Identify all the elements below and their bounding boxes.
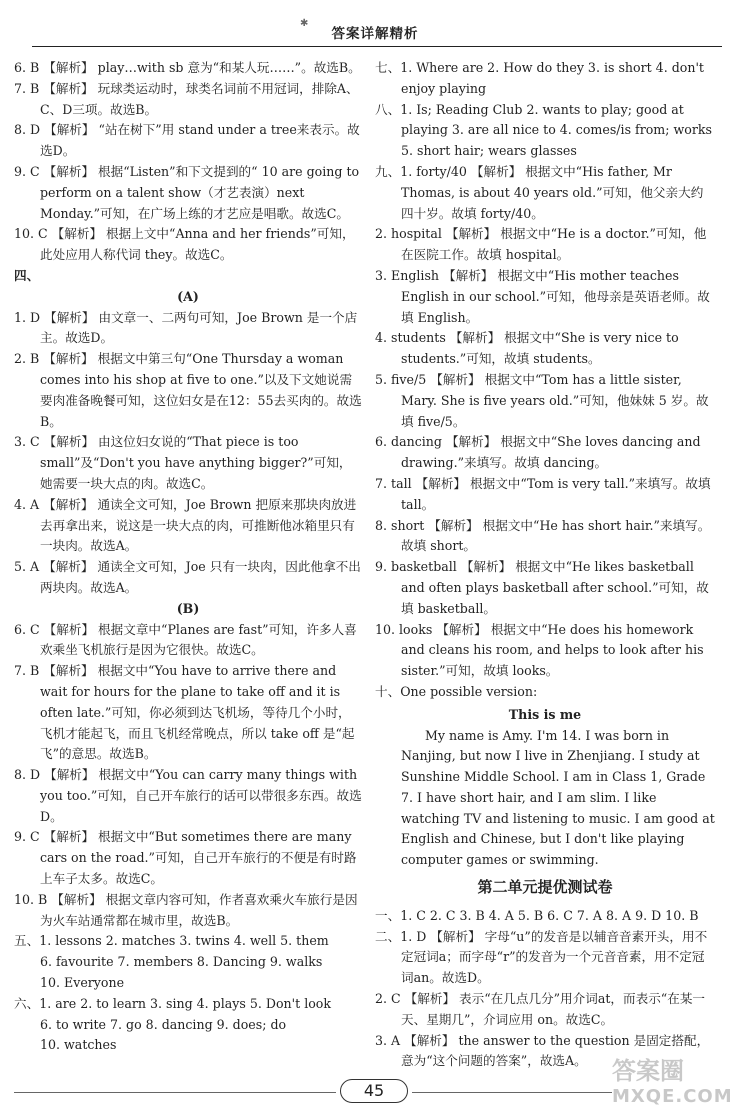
header-rule [32, 46, 722, 47]
answer-row: 6. favourite 7. members 8. Dancing 9. walks [40, 954, 323, 970]
answer-row: 五、1. lessons 2. matches 3. twins 4. well 5. them [14, 933, 329, 949]
footer-rule-left [14, 1092, 336, 1093]
answer-item: 6. dancing 【解析】 根据文中“She loves dancing and drawing.”来填写。故填 dancing。 [375, 434, 701, 471]
section-label: 四、 [14, 267, 40, 283]
answer-item: 9. basketball 【解析】 根据文中“He likes basketball and often plays basketball after school.”可知，故填 basketball。 [375, 559, 709, 616]
answer-item: 7. tall 【解析】 根据文中“Tom is very tall.”来填写。故填 tall。 [375, 475, 711, 512]
answer-item: 3. English 【解析】 根据文中“His mother teaches English in our school.”可知，他母亲是英语老师。故填 English。 [375, 267, 710, 325]
answer-row: 10. watches [40, 1037, 117, 1053]
page-header [0, 0, 750, 46]
answer-item: 5. five/5 【解析】 根据文中“Tom has a little sister, Mary. She is five years old.”可知，他妹妹 5 岁。故填 five/5。 [375, 371, 709, 429]
answer-item: 2. C 【解析】 表示“在几点几分”用介词at，而表示“在某一天、星期几”，介词应用 on。故选C。 [375, 991, 706, 1027]
answer-item: 九、1. forty/40 【解析】 根据文中“His father, Mr Thomas, is about 40 years old.”可知，他父亲大约四十岁。故填 forty/40。 [375, 163, 704, 221]
answer-item: 4. students 【解析】 根据文中“She is very nice to students.”可知，故填 students。 [375, 330, 679, 367]
answer-item: 7. B 【解析】 玩球类运动时，球类名词前不用冠词，排除A、C、D三项。故选B。 [14, 80, 359, 117]
answer-item: 5. A 【解析】 通读全文可知，Joe 只有一块肉，因此他拿不出两块肉。故选A。 [14, 559, 361, 595]
answer-row: 六、1. are 2. to learn 3. sing 4. plays 5. Don't look [14, 995, 332, 1011]
answer-item: 七、1. Where are 2. How do they 3. is short 4. don't enjoy playing [375, 60, 704, 96]
answer-item: 8. short 【解析】 根据文中“He has short hair.”来填写。故填 short。 [375, 517, 711, 554]
answer-item: 4. A 【解析】 通读全文可知，Joe Brown 把原来那块肉放进去再拿出来，说这是一块大点的肉，可推断他冰箱里只有一块肉。故选A。 [14, 496, 357, 554]
section-label: 十、One possible version: [375, 683, 538, 699]
answer-item: 二、1. D 【解析】 字母“u”的发音是以辅音音素开头，用不定冠词a；而字母“r”的发音为一个元音音素，用不定冠词an。故选D。 [375, 928, 708, 986]
header-title: 答案详解精析 [331, 26, 419, 42]
answer-item: 6. C 【解析】 根据文章中“Planes are fast”可知，许多人喜欢乘坐飞机旅行是因为它很快。故选C。 [14, 621, 357, 658]
watermark-url: MXQE.COM [612, 1086, 733, 1107]
answer-item: 3. A 【解析】 the answer to the question 是固定搭配，意为“这个问题的答案”，故选A。 [375, 1032, 710, 1069]
passage-label: (B) [176, 600, 200, 616]
header-ornament: ✱ [300, 18, 309, 29]
answer-item: 8. D 【解析】 “站在树下”用 stand under a tree来表示。故选D。 [14, 122, 360, 159]
answer-row: 10. Everyone [40, 975, 125, 991]
answer-item: 八、1. Is; Reading Club 2. wants to play; good at playing 3. are all nice to 4. comes/is from; works 5. short hair; wears glasses [375, 101, 712, 159]
essay-body: My name is Amy. I'm 14. I was born in Nanjing, but now I live in Zhenjiang. I study at Sunshine Middle School. I am in Class 1, Grade 7. I have short hair, and I am slim. I like watching TV and listening to music. I am good at English and Chinese, but I don't like playing computer games or swimming. [401, 727, 715, 868]
test-heading: 第二单元提优测试卷 [477, 878, 613, 897]
watermark-logo [612, 1058, 742, 1114]
answer-item: 1. D 【解析】 由文章一、二两句可知，Joe Brown 是一个店主。故选D。 [14, 309, 358, 346]
watermark-text: 答案圈 [612, 1057, 684, 1085]
answer-row: 一、1. C 2. C 3. B 4. A 5. B 6. C 7. A 8. A 9. D 10. B [375, 907, 699, 923]
answer-row: 6. to write 7. go 8. dancing 9. does; do [40, 1016, 287, 1032]
answer-item: 3. C 【解析】 由这位妇女说的“That piece is too small”及“Don't you have anything bigger?”可知，她需要一块大点的肉。故选C。 [14, 434, 352, 491]
answer-item: 10. C 【解析】 根据上文中“Anna and her friends”可知，此处应用人称代词 they。故选C。 [14, 226, 355, 263]
page-number: 45 [340, 1079, 408, 1103]
answer-item: 10. B 【解析】 根据文章内容可知，作者喜欢乘火车旅行是因为火车站通常都在城市里，故选B。 [14, 891, 358, 928]
essay-title: This is me [508, 706, 582, 722]
answer-item: 10. looks 【解析】 根据文中“He does his homework and cleans his room, and helps to look after his sister.”可知，故填 looks。 [375, 621, 704, 679]
answer-item: 8. D 【解析】 根据文中“You can carry many things with you too.”可知，自己开车旅行的话可以带很多东西。故选D。 [14, 767, 362, 824]
answer-item: 2. B 【解析】 根据文中第三句“One Thursday a woman comes into his shop at five to one.”以及下文她说需要肉准备晚餐可知，这位妇女是在12：55去买肉的。故选B。 [14, 351, 362, 429]
passage-label: (A) [177, 288, 199, 304]
answer-item: 2. hospital 【解析】 根据文中“He is a doctor.”可知，他在医院工作。故填 hospital。 [375, 226, 707, 263]
left-column [14, 58, 362, 1056]
answer-item: 7. B 【解析】 根据文中“You have to arrive there and wait for hours for the plane to take off and it is often late.”可知，你必须到达飞机场，等待几个小时，飞机才能起飞，而且飞机经常晚点，所以 take off 是“起飞”的意思。故选B。 [14, 663, 355, 762]
answer-item: 9. C 【解析】 根据“Listen”和下文提到的“ 10 are going to perform on a talent show（才艺表演）next Monday.”可知，在广场上练的才艺应是唱歌。故选C。 [14, 163, 360, 221]
footer-rule-right [412, 1092, 612, 1093]
answer-item: 9. C 【解析】 根据文中“But sometimes there are many cars on the road.”可知，自己开车旅行的不便是有时路上车子太多。故选C。 [14, 829, 357, 887]
answer-item: 6. B 【解析】 play…with sb 意为“和某人玩……”。故选B。 [14, 60, 361, 75]
right-column [375, 58, 715, 1072]
